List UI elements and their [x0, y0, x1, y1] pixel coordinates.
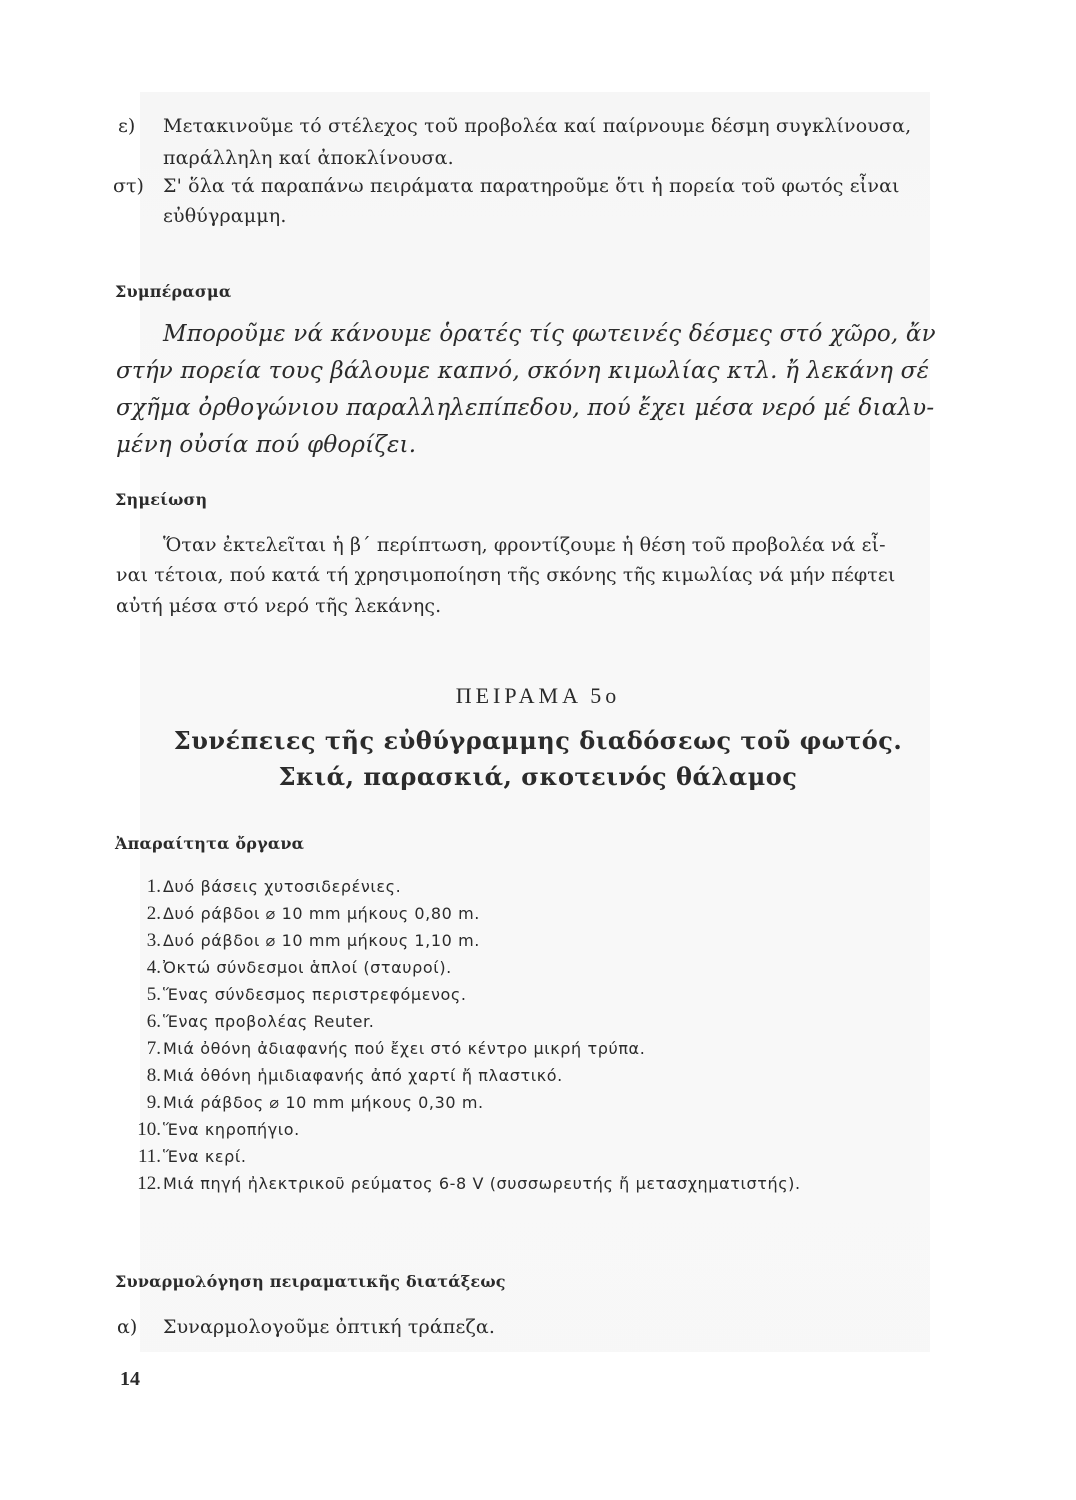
item-label-stigma: στ) [113, 175, 144, 197]
list-item [115, 930, 975, 957]
experiment-label: ΠΕΙΡΑΜΑ 5ο [455, 683, 621, 708]
list-item [115, 1065, 975, 1092]
list-item-text: Μιά ὀθόνη ἀδιαφανής πού ἔχει στό κέντρο μικρή τρύπα. [163, 1039, 646, 1058]
instruments-list [115, 876, 975, 1200]
list-item [115, 957, 975, 984]
list-item-text: Δυό ράβδοι ⌀ 10 mm μήκους 0,80 m. [163, 904, 480, 923]
item-epsilon-line2: παράλληλη καί ἀποκλίνουσα. [163, 147, 454, 169]
list-item-number: 3. [146, 930, 161, 951]
list-item [115, 1038, 975, 1065]
note-line2: ναι τέτοια, πού κατά τή χρησιμοποίηση τῆς σκόνης τῆς κιμωλίας νά μήν πέφτει [116, 564, 896, 586]
assembly-item-text: Συναρμολογοῦμε ὀπτική τράπεζα. [163, 1316, 496, 1338]
list-item-text: Μιά ὀθόνη ἡμιδιαφανής ἀπό χαρτί ἤ πλαστικό. [163, 1066, 563, 1085]
list-item-text: Ὀκτώ σύνδεσμοι ἁπλοί (σταυροί). [163, 958, 452, 977]
list-item [115, 1173, 975, 1200]
note-heading: Σημείωση [115, 490, 208, 509]
assembly-heading: Συναρμολόγηση πειραματικῆς διατάξεως [115, 1272, 506, 1291]
experiment-title-line2: Σκιά, παρασκιά, σκοτεινός θάλαμος [278, 762, 798, 791]
list-item [115, 1092, 975, 1119]
list-item-number: 1. [146, 876, 161, 897]
experiment-title-line1: Συνέπειες τῆς εὐθύγραμμης διαδόσεως τοῦ φωτός. [173, 726, 903, 755]
list-item [115, 1119, 975, 1146]
list-item-text: Ἕνα κερί. [163, 1147, 247, 1166]
list-item-number: 8. [146, 1065, 161, 1086]
item-stigma-line2: εὐθύγραμμη. [163, 205, 287, 227]
list-item-number: 2. [146, 903, 161, 924]
note-line3: αὐτή μέσα στό νερό τῆς λεκάνης. [116, 595, 442, 617]
conclusion-line4: μένη οὐσία πού φθορίζει. [116, 432, 417, 458]
list-item-text: Δυό ράβδοι ⌀ 10 mm μήκους 1,10 m. [163, 931, 480, 950]
list-item-number: 4. [146, 957, 161, 978]
list-item-text: Δυό βάσεις χυτοσιδερένιες. [163, 877, 402, 896]
item-label-epsilon: ε) [118, 115, 136, 137]
list-item-text: Μιά πηγή ἠλεκτρικοῦ ρεύματος 6-8 V (συσσωρευτής ἤ μετασχηματιστής). [163, 1174, 801, 1193]
list-item-number: 12. [137, 1173, 161, 1194]
list-item-number: 7. [146, 1038, 161, 1059]
list-item-number: 9. [146, 1092, 161, 1113]
page-number: 14 [120, 1368, 140, 1390]
list-item-number: 11. [137, 1146, 161, 1167]
list-item-number: 6. [146, 1011, 161, 1032]
list-item-text: Ἕνας σύνδεσμος περιστρεφόμενος. [163, 985, 467, 1004]
conclusion-heading: Συμπέρασμα [115, 282, 232, 301]
list-item-text: Ἕνας προβολέας Reuter. [163, 1012, 375, 1031]
conclusion-line1: Μποροῦμε νά κάνουμε ὁρατές τίς φωτεινές δέσμες στό χῶρο, ἄν [163, 321, 936, 347]
item-stigma-line1: Σ' ὅλα τά παραπάνω πειράματα παρατηροῦμε ὅτι ἡ πορεία τοῦ φωτός εἶναι [163, 175, 900, 197]
note-line1: Ὅταν ἐκτελεῖται ἡ β΄ περίπτωση, φροντίζουμε ἡ θέση τοῦ προβολέα νά εἶ- [163, 534, 886, 556]
list-item [115, 1011, 975, 1038]
list-item [115, 984, 975, 1011]
item-epsilon-line1: Μετακινοῦμε τό στέλεχος τοῦ προβολέα καί παίρνουμε δέσμη συγκλίνουσα, [163, 115, 912, 137]
instruments-heading: Ἀπαραίτητα ὄργανα [115, 834, 305, 853]
list-item [115, 903, 975, 930]
list-item-number: 10. [137, 1119, 161, 1140]
conclusion-line3: σχῆμα ὀρθογώνιου παραλληλεπίπεδου, πού ἔχει μέσα νερό μέ διαλυ- [116, 395, 935, 421]
list-item-text: Μιά ράβδος ⌀ 10 mm μήκους 0,30 m. [163, 1093, 484, 1112]
list-item [115, 876, 975, 903]
conclusion-line2: στήν πορεία τους βάλουμε καπνό, σκόνη κιμωλίας κτλ. ἤ λεκάνη σέ [116, 358, 930, 384]
list-item [115, 1146, 975, 1173]
list-item-number: 5. [146, 984, 161, 1005]
list-item-text: Ἕνα κηροπήγιο. [163, 1120, 300, 1139]
assembly-item-label: α) [117, 1316, 138, 1338]
